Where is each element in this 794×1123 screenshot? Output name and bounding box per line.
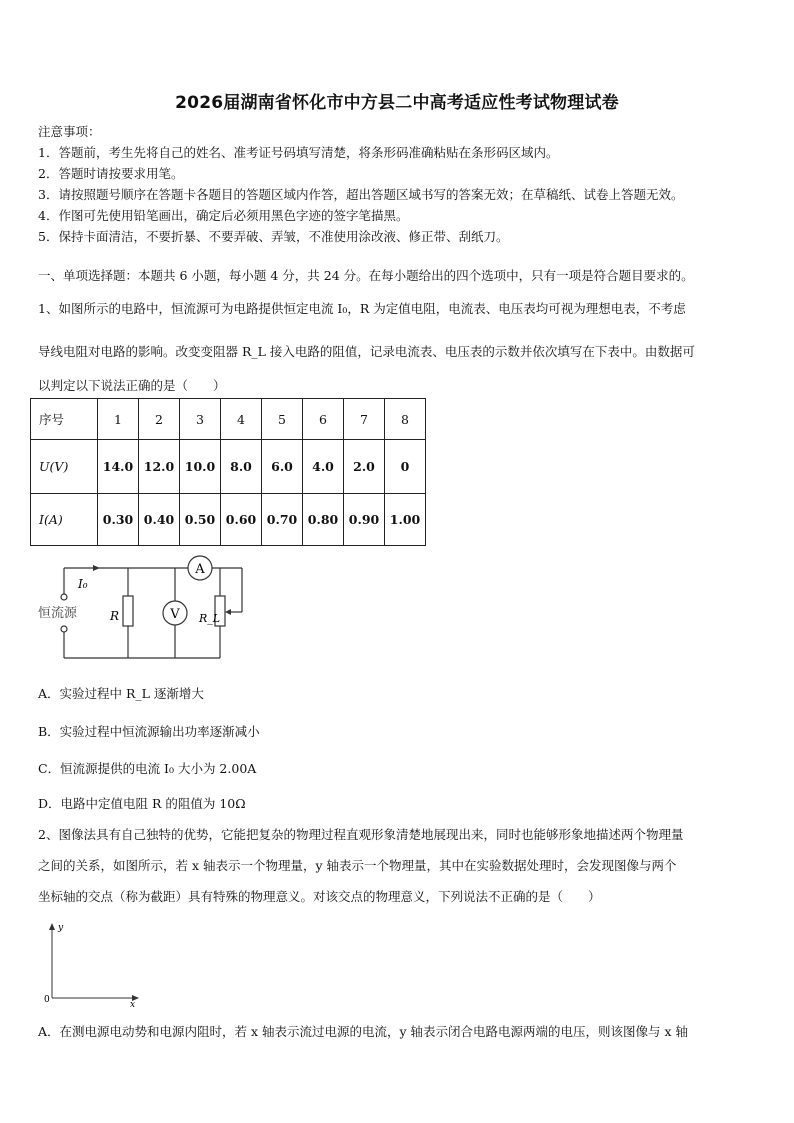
- data-table: [30, 398, 426, 546]
- table-cell: 12.0: [139, 440, 180, 494]
- page-title: 2026届湖南省怀化市中方县二中高考适应性考试物理试卷: [175, 93, 619, 113]
- question-2-line-2: 之间的关系，如图所示，若 x 轴表示一个物理量，y 轴表示一个物理量，其中在实验数据处理时，会发现图像与两个: [38, 858, 677, 873]
- y-axis-arrow-icon: [49, 923, 55, 930]
- notice-item-3: 3．请按照题号顺序在答题卡各题目的答题区域内作答，超出答题区域书写的答案无效；在草稿纸、试卷上答题无效。: [38, 187, 684, 202]
- table-cell: 1: [98, 399, 139, 440]
- terminal-icon: [61, 594, 67, 600]
- table-header-voltage: U(V): [31, 440, 98, 494]
- table-cell: 1.00: [385, 494, 426, 546]
- table-cell: 8: [385, 399, 426, 440]
- question-2-line-1: 2、图像法具有自己独特的优势，它能把复杂的物理过程直观形象清楚地展现出来，同时也能够形象地描述两个物理量: [38, 827, 684, 842]
- source-label: 恒流源: [38, 606, 78, 621]
- table-cell: 0.30: [98, 494, 139, 546]
- ammeter-icon: A: [195, 562, 205, 577]
- q2-option-a: A．在测电源电动势和电源内阻时，若 x 轴表示流过电源的电流，y 轴表示闭合电路电源两端的电压，则该图像与 x 轴: [38, 1024, 689, 1039]
- notice-item-1: 1．答题前，考生先将自己的姓名、准考证号码填写清楚，将条形码准确粘贴在条形码区域内。: [38, 145, 559, 160]
- table-cell: 0: [385, 440, 426, 494]
- question-1-line-3: 以判定以下说法正确的是（ ）: [38, 378, 226, 393]
- current-label: I₀: [78, 577, 88, 591]
- table-header-index: 序号: [31, 399, 98, 440]
- table-row-voltage: [31, 440, 426, 494]
- table-row-current: [31, 494, 426, 546]
- table-cell: 0.90: [344, 494, 385, 546]
- table-cell: 0.80: [303, 494, 344, 546]
- question-2-line-3: 坐标轴的交点（称为截距）具有特殊的物理意义。对该交点的物理意义，下列说法不正确的是（ ）: [38, 889, 601, 904]
- notice-item-5: 5．保持卡面清洁，不要折暴、不要弄破、弄皱，不准使用涂改液、修正带、刮纸刀。: [38, 229, 509, 244]
- table-cell: 4: [221, 399, 262, 440]
- notice-heading: 注意事项：: [38, 124, 101, 139]
- q1-option-b: B．实验过程中恒流源输出功率逐渐减小: [38, 724, 260, 739]
- table-cell: 4.0: [303, 440, 344, 494]
- table-cell: 3: [180, 399, 221, 440]
- rheostat-label: R_L: [199, 612, 221, 625]
- origin-label: 0: [44, 995, 50, 1005]
- table-cell: 6: [303, 399, 344, 440]
- table-cell: 2: [139, 399, 180, 440]
- table-row-index: [31, 399, 426, 440]
- table-cell: 0.60: [221, 494, 262, 546]
- voltmeter-icon: V: [170, 607, 180, 622]
- section-heading: 一、单项选择题：本题共 6 小题，每小题 4 分，共 24 分。在每小题给出的四个选项中，只有一项是符合题目要求的。: [38, 268, 694, 283]
- notice-item-2: 2．答题时请按要求用笔。: [38, 166, 184, 181]
- x-axis-label: x: [130, 1000, 136, 1008]
- table-header-current: I(A): [31, 494, 98, 546]
- slider-arrow-icon: [225, 609, 231, 615]
- table-cell: 0.70: [262, 494, 303, 546]
- current-arrow-icon: [93, 565, 100, 571]
- table-cell: 0.40: [139, 494, 180, 546]
- table-cell: 2.0: [344, 440, 385, 494]
- axes-diagram: [38, 918, 148, 1008]
- table-cell: 0.50: [180, 494, 221, 546]
- y-axis-label: y: [58, 923, 64, 933]
- table-cell: 14.0: [98, 440, 139, 494]
- table-cell: 7: [344, 399, 385, 440]
- question-1-line-2: 导线电阻对电路的影响。改变变阻器 R_L 接入电路的阻值，记录电流表、电压表的示数并依次填写在下表中。由数据可: [38, 344, 695, 359]
- table-cell: 6.0: [262, 440, 303, 494]
- notice-item-4: 4．作图可先使用铅笔画出，确定后必须用黑色字迹的签字笔描黑。: [38, 208, 409, 223]
- table-cell: 8.0: [221, 440, 262, 494]
- table-cell: 5: [262, 399, 303, 440]
- question-1-line-1: 1、如图所示的电路中，恒流源可为电路提供恒定电流 I₀，R 为定值电阻，电流表、电压表均可视为理想电表，不考虑: [38, 301, 686, 316]
- terminal-icon: [61, 626, 67, 632]
- q1-option-d: D．电路中定值电阻 R 的阻值为 10Ω: [38, 796, 246, 811]
- q1-option-c: C．恒流源提供的电流 I₀ 大小为 2.00A: [38, 761, 257, 776]
- table-cell: 10.0: [180, 440, 221, 494]
- q1-option-a: A．实验过程中 R_L 逐渐增大: [38, 686, 204, 701]
- circuit-diagram: [30, 550, 260, 668]
- resistor-label: R: [110, 609, 120, 623]
